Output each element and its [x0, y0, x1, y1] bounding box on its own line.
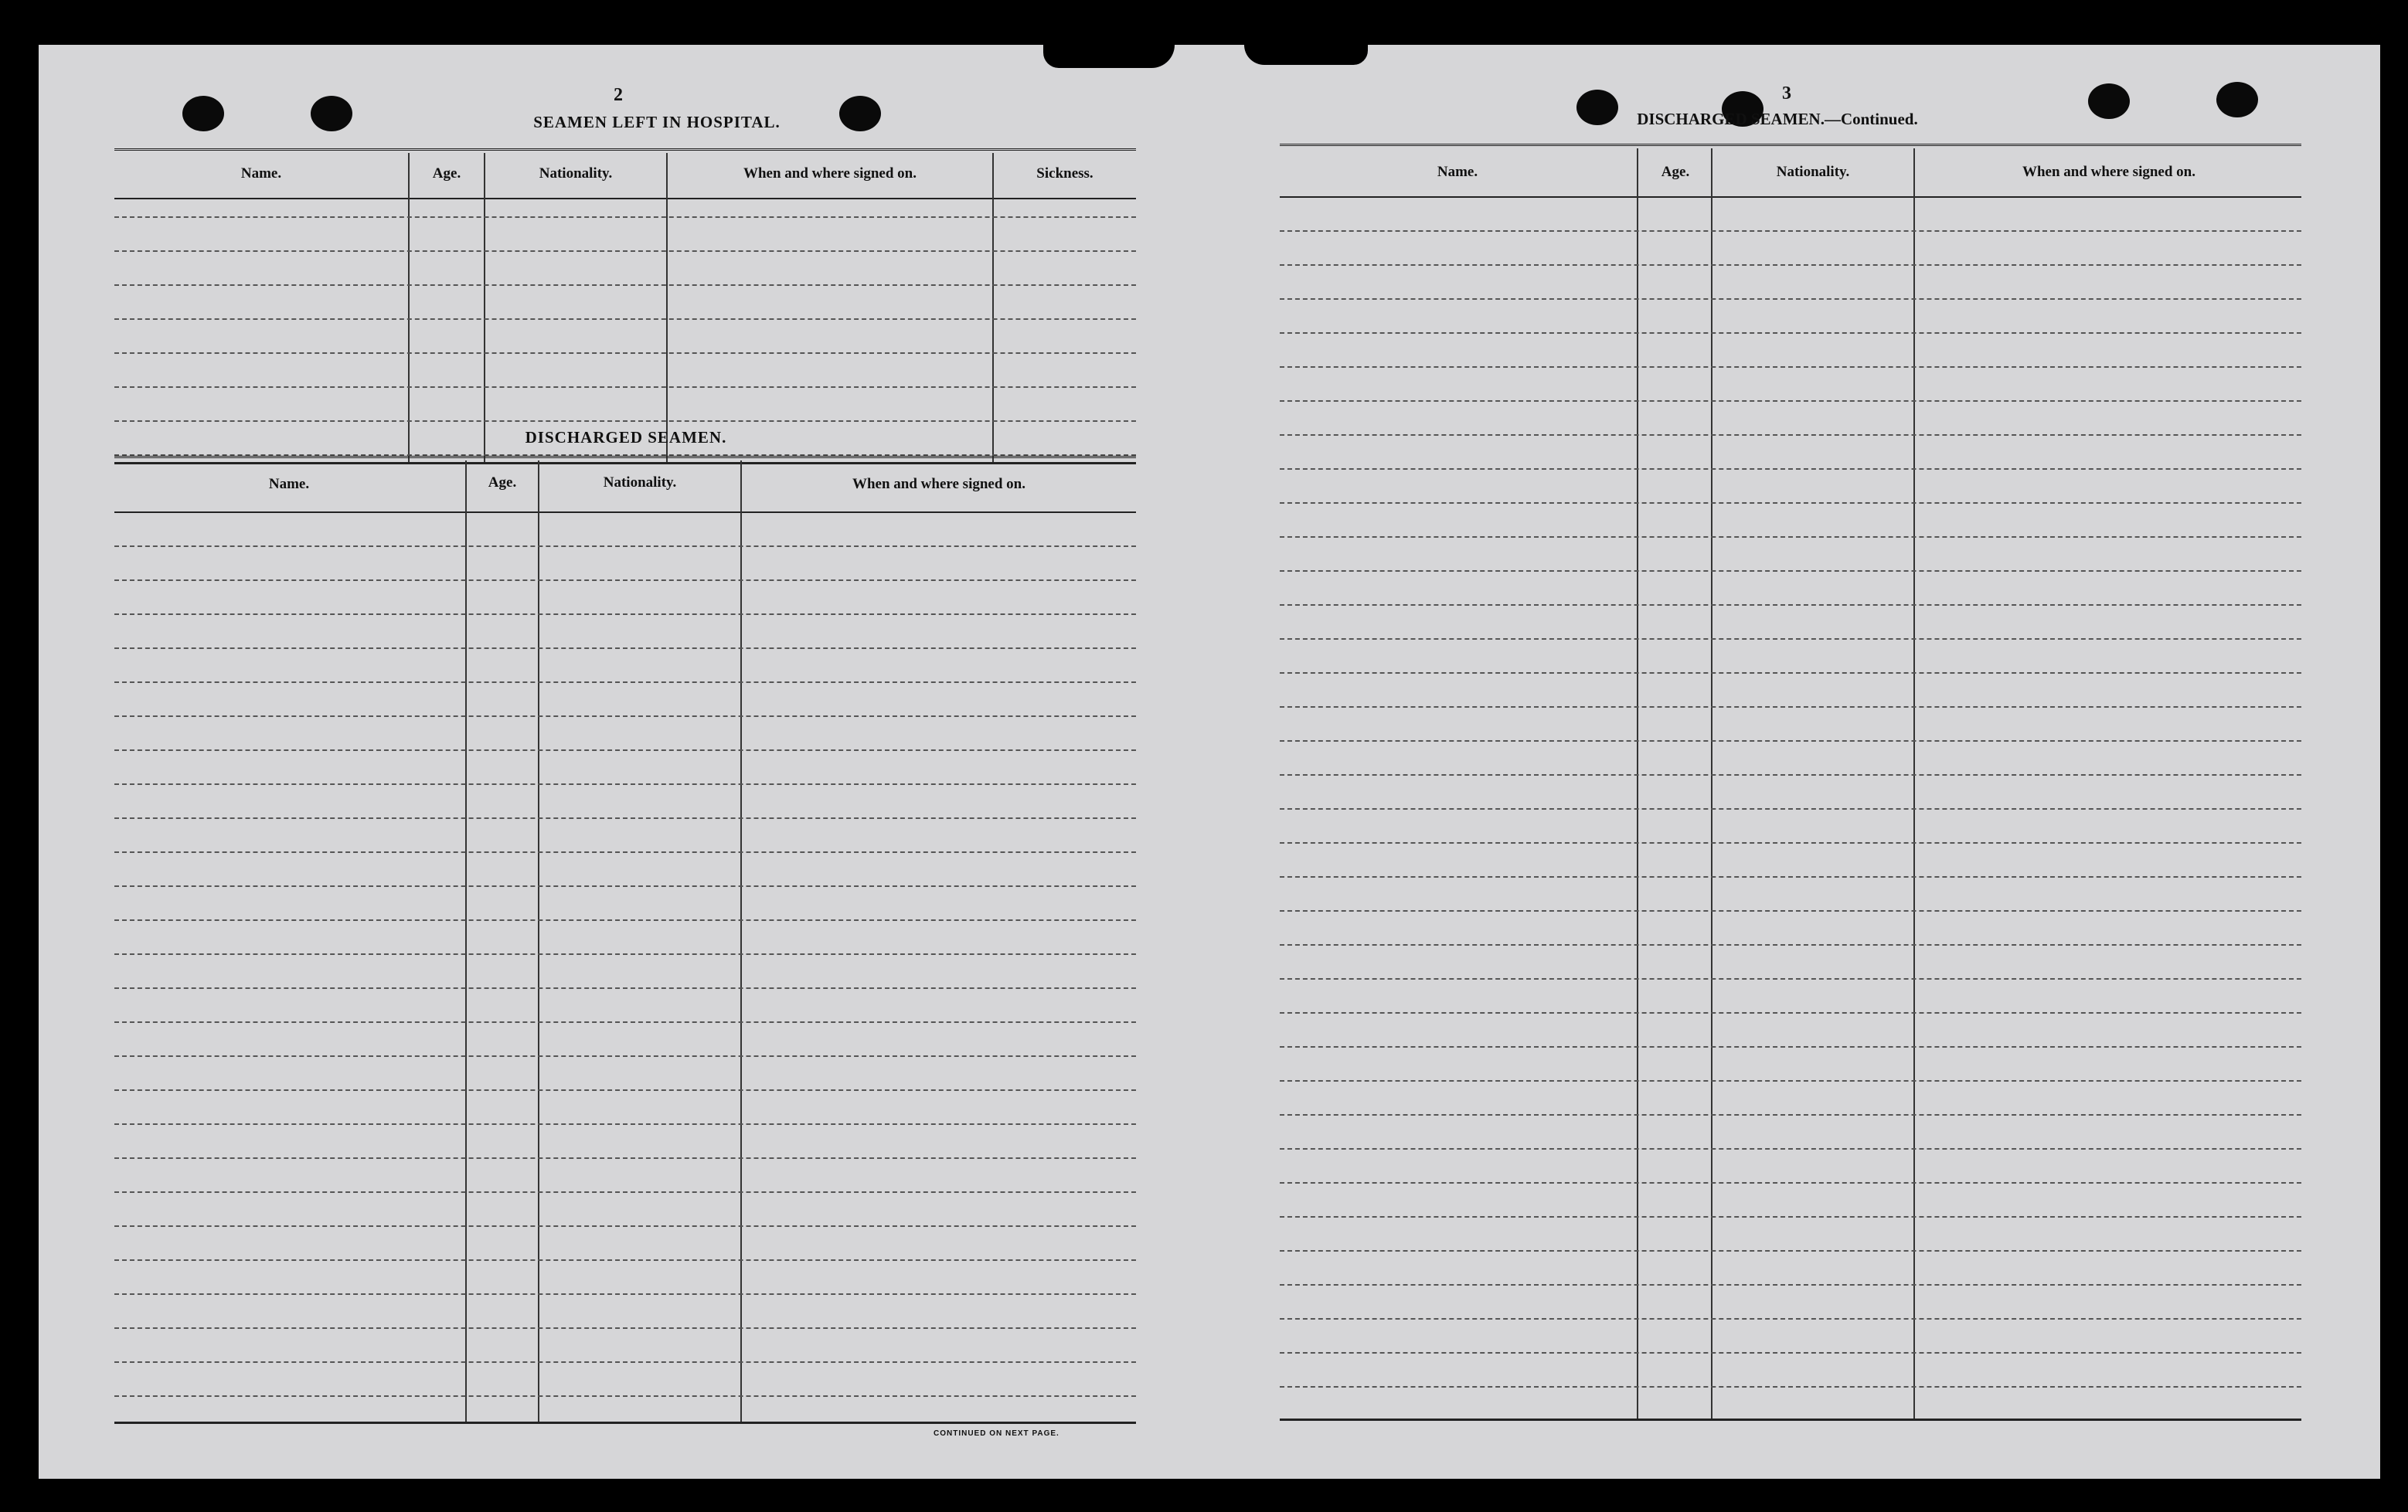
- right-col-signed-on: When and where signed on.: [2022, 164, 2195, 180]
- discharged-col-divider: [465, 460, 467, 1422]
- blank-ruled-line: [114, 216, 1136, 218]
- blank-ruled-line: [114, 715, 1136, 717]
- discharged-continued-title: DISCHARGED SEAMEN.—Continued.: [1637, 110, 1918, 128]
- page-number-left: 2: [614, 85, 623, 105]
- discharged-col-divider: [740, 460, 742, 1422]
- blank-ruled-line: [1280, 536, 2301, 538]
- right-table-bottom-rule: [1280, 1419, 2301, 1421]
- right-table-top-rule: [1280, 144, 2301, 149]
- blank-ruled-line: [1280, 876, 2301, 878]
- blank-ruled-line: [1280, 672, 2301, 674]
- hospital-col-nationality: Nationality.: [539, 165, 613, 182]
- blank-ruled-line: [1280, 910, 2301, 912]
- blank-ruled-line: [1280, 434, 2301, 436]
- blank-ruled-line: [1280, 1114, 2301, 1116]
- blank-ruled-line: [1280, 774, 2301, 776]
- discharged-col-age: Age.: [488, 474, 517, 491]
- hospital-section-title: SEAMEN LEFT IN HOSPITAL.: [533, 113, 781, 131]
- blank-ruled-line: [114, 1055, 1136, 1057]
- right-col-name: Name.: [1437, 164, 1478, 180]
- blank-ruled-line: [1280, 604, 2301, 606]
- blank-ruled-line: [114, 1021, 1136, 1023]
- blank-ruled-line: [1280, 570, 2301, 572]
- blank-ruled-line: [114, 579, 1136, 581]
- hospital-table-bottom-rule: [114, 462, 1136, 464]
- blank-ruled-line: [114, 987, 1136, 989]
- blank-ruled-line: [114, 545, 1136, 547]
- blank-ruled-line: [114, 318, 1136, 320]
- blank-ruled-line: [114, 420, 1136, 422]
- blank-ruled-line: [1280, 1148, 2301, 1150]
- blank-ruled-line: [114, 783, 1136, 785]
- blank-ruled-line: [1280, 1250, 2301, 1252]
- blank-ruled-line: [114, 1089, 1136, 1091]
- discharged-table-bottom-rule: [114, 1422, 1136, 1424]
- punch-hole: [2088, 83, 2130, 119]
- hospital-col-divider: [992, 153, 994, 462]
- torn-edge: [1244, 45, 1368, 65]
- hospital-col-divider: [408, 153, 410, 462]
- blank-ruled-line: [114, 1361, 1136, 1363]
- blank-ruled-line: [114, 953, 1136, 955]
- right-col-divider: [1711, 148, 1712, 1419]
- blank-ruled-line: [1280, 332, 2301, 334]
- blank-ruled-line: [1280, 1046, 2301, 1048]
- discharged-col-signed-on: When and where signed on.: [852, 476, 1025, 492]
- right-col-divider: [1637, 148, 1638, 1419]
- blank-ruled-line: [114, 749, 1136, 751]
- hospital-col-divider: [666, 153, 668, 462]
- continued-footer: CONTINUED ON NEXT PAGE.: [934, 1429, 1059, 1438]
- hospital-col-name: Name.: [240, 165, 282, 182]
- blank-ruled-line: [1280, 842, 2301, 844]
- blank-ruled-line: [114, 681, 1136, 683]
- blank-ruled-line: [114, 386, 1136, 388]
- hospital-col-signed-on: When and where signed on.: [743, 165, 917, 182]
- discharged-table-top-rule: [114, 456, 1136, 461]
- blank-ruled-line: [114, 1191, 1136, 1193]
- discharged-header-rule: [114, 511, 1136, 513]
- blank-ruled-line: [114, 1395, 1136, 1397]
- blank-ruled-line: [114, 284, 1136, 286]
- blank-ruled-line: [114, 885, 1136, 887]
- blank-ruled-line: [114, 1225, 1136, 1227]
- blank-ruled-line: [1280, 1352, 2301, 1354]
- blank-ruled-line: [1280, 1012, 2301, 1014]
- blank-ruled-line: [1280, 740, 2301, 742]
- blank-ruled-line: [1280, 706, 2301, 708]
- blank-ruled-line: [1280, 1182, 2301, 1184]
- hospital-col-divider: [484, 153, 485, 462]
- blank-ruled-line: [114, 1259, 1136, 1261]
- blank-ruled-line: [1280, 298, 2301, 300]
- blank-ruled-line: [114, 352, 1136, 354]
- blank-ruled-line: [1280, 400, 2301, 402]
- hospital-header-rule: [114, 198, 1136, 199]
- blank-ruled-line: [114, 919, 1136, 921]
- blank-ruled-line: [1280, 944, 2301, 946]
- blank-ruled-line: [114, 613, 1136, 615]
- hospital-table-top-rule: [114, 148, 1136, 154]
- blank-ruled-line: [1280, 978, 2301, 980]
- discharged-col-name: Name.: [268, 476, 310, 492]
- blank-ruled-line: [1280, 1284, 2301, 1286]
- discharged-section-title: DISCHARGED SEAMEN.: [525, 428, 727, 447]
- blank-ruled-line: [114, 851, 1136, 853]
- blank-ruled-line: [1280, 502, 2301, 504]
- blank-ruled-line: [1280, 1080, 2301, 1082]
- punch-hole: [2216, 82, 2258, 117]
- torn-edge: [1043, 45, 1175, 68]
- discharged-col-divider: [538, 460, 539, 1422]
- hospital-col-sickness: Sickness.: [1036, 165, 1093, 182]
- blank-ruled-line: [114, 1327, 1136, 1329]
- right-col-nationality: Nationality.: [1776, 164, 1850, 180]
- blank-ruled-line: [114, 1293, 1136, 1295]
- blank-ruled-line: [1280, 808, 2301, 810]
- blank-ruled-line: [1280, 264, 2301, 266]
- right-col-divider: [1913, 148, 1915, 1419]
- blank-ruled-line: [114, 647, 1136, 649]
- blank-ruled-line: [114, 250, 1136, 252]
- blank-ruled-line: [1280, 468, 2301, 470]
- blank-ruled-line: [114, 817, 1136, 819]
- right-header-rule: [1280, 196, 2301, 198]
- hospital-col-age: Age.: [432, 165, 461, 182]
- punch-hole: [182, 96, 224, 131]
- blank-ruled-line: [1280, 230, 2301, 232]
- form-sheet: [39, 45, 2380, 1479]
- blank-ruled-line: [1280, 1216, 2301, 1218]
- blank-ruled-line: [114, 1157, 1136, 1159]
- blank-ruled-line: [1280, 638, 2301, 640]
- blank-ruled-line: [1280, 366, 2301, 368]
- punch-hole: [311, 96, 352, 131]
- discharged-col-nationality: Nationality.: [603, 474, 677, 491]
- page-number-right: 3: [1782, 83, 1791, 104]
- blank-ruled-line: [114, 1123, 1136, 1125]
- blank-ruled-line: [1280, 1318, 2301, 1320]
- blank-ruled-line: [1280, 1386, 2301, 1388]
- right-col-age: Age.: [1661, 164, 1690, 180]
